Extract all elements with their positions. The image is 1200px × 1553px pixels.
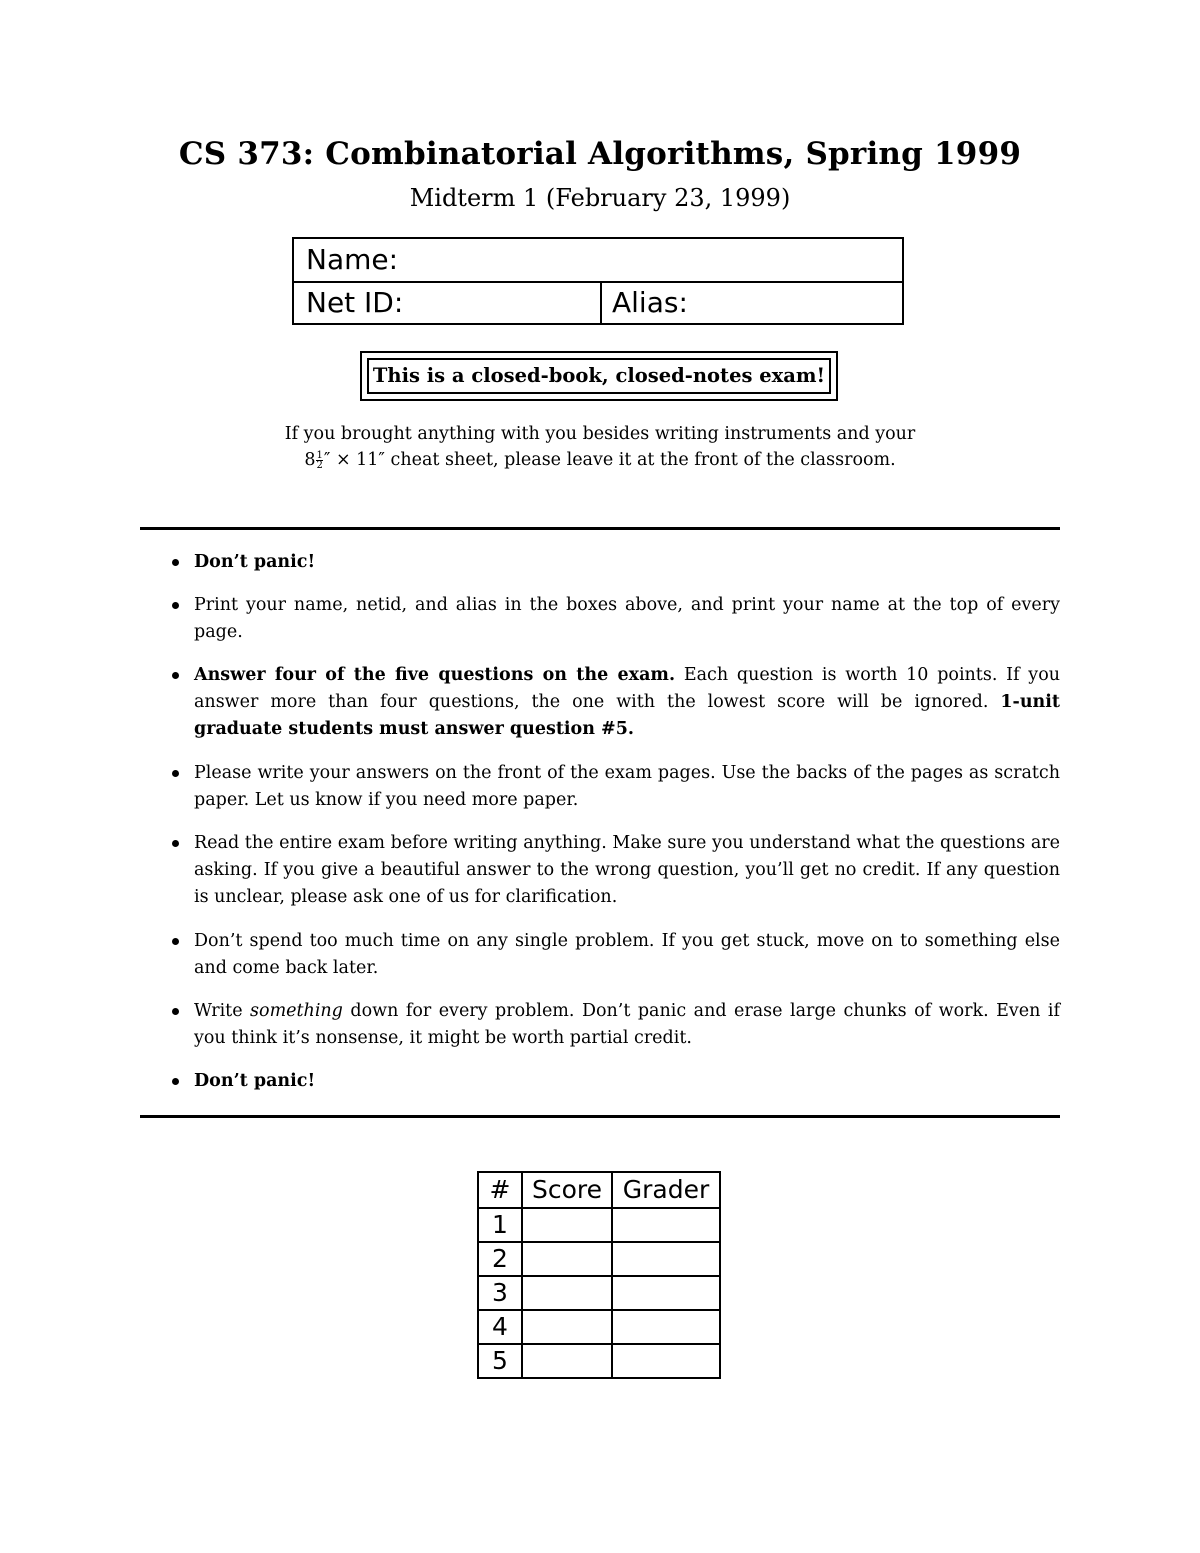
- student-id-box: [292, 237, 904, 325]
- score-cell: [522, 1276, 612, 1310]
- page-subtitle: Midterm 1 (February 23, 1999): [409, 184, 791, 212]
- header-number: #: [478, 1172, 522, 1208]
- bullet-icon: [172, 1008, 179, 1015]
- score-cell: [522, 1242, 612, 1276]
- grader-cell: [612, 1310, 720, 1344]
- instruction-line-1: If you brought anything with you besides writing instruments and your: [284, 424, 916, 444]
- bullet-text-rest: down for every problem. Don’t panic and erase large chunks of work. Even if you think it’s nonsense, it might be worth partial credit.: [194, 1001, 1060, 1048]
- name-label: Name:: [306, 243, 399, 276]
- bullet-text-bold-graduate: 1-unit graduate students must answer question #5.: [194, 692, 1060, 739]
- score-cell: [522, 1310, 612, 1344]
- bullet-read-exam: [194, 830, 1060, 911]
- bullet-icon: [172, 840, 179, 847]
- cheat-sheet-width-fraction: [316, 451, 322, 470]
- alias-label: Alias:: [612, 286, 688, 319]
- bullet-text-emphasis: something: [250, 1001, 343, 1021]
- cheat-sheet-width-whole: 8: [304, 450, 316, 470]
- bullet-icon: [172, 770, 179, 777]
- header-score: Score: [522, 1172, 612, 1208]
- bullet-icon: [172, 602, 179, 609]
- score-table: [477, 1171, 721, 1379]
- closed-book-notice: [360, 351, 838, 401]
- bullet-text: Don’t panic!: [194, 1071, 316, 1091]
- bullet-text-bold: Answer four of the five questions on the exam.: [194, 665, 676, 685]
- bullet-print-name: [194, 592, 1060, 646]
- bullet-icon: [172, 559, 179, 566]
- score-table-header: [478, 1172, 720, 1208]
- page-title: CS 373: Combinatorial Algorithms, Spring 1999: [178, 136, 1022, 172]
- bullet-dont-panic-1: [194, 549, 1060, 576]
- grader-cell: [612, 1208, 720, 1242]
- top-horizontal-rule: [140, 527, 1060, 530]
- fraction-numerator: 1: [316, 450, 323, 461]
- question-number: 3: [478, 1276, 522, 1310]
- bullet-text: Don’t spend too much time on any single problem. If you get stuck, move on to something else and come back later.: [194, 931, 1060, 978]
- table-row: [478, 1276, 720, 1310]
- bullet-icon: [172, 938, 179, 945]
- bullet-write-something: [194, 998, 1060, 1052]
- fraction-denominator: 2: [316, 460, 323, 471]
- bullet-text: Don’t panic!: [194, 552, 316, 572]
- table-row: [478, 1344, 720, 1378]
- closed-book-notice-text: This is a closed-book, closed-notes exam!: [367, 358, 831, 394]
- bullet-text: Print your name, netid, and alias in the boxes above, and print your name at the top of every page.: [194, 595, 1060, 642]
- table-row: [478, 1310, 720, 1344]
- bottom-horizontal-rule: [140, 1115, 1060, 1118]
- bullet-write-answers: [194, 760, 1060, 814]
- bullet-text: Read the entire exam before writing anything. Make sure you understand what the questions are asking. If you give a beautiful answer to the wrong question, you’ll get no credit. If any question is unclear, please ask one of us for clarification.: [194, 833, 1060, 907]
- id-box-divider: [600, 283, 602, 325]
- grader-cell: [612, 1276, 720, 1310]
- score-cell: [522, 1344, 612, 1378]
- question-number: 1: [478, 1208, 522, 1242]
- question-number: 5: [478, 1344, 522, 1378]
- question-number: 2: [478, 1242, 522, 1276]
- instruction-line-2: [0, 450, 1200, 470]
- bullet-text: Please write your answers on the front of the exam pages. Use the backs of the pages as scratch paper. Let us know if you need more paper.: [194, 763, 1060, 810]
- table-row: [478, 1208, 720, 1242]
- netid-label: Net ID:: [306, 286, 404, 319]
- score-cell: [522, 1208, 612, 1242]
- table-row: [478, 1242, 720, 1276]
- bullet-icon: [172, 1078, 179, 1085]
- question-number: 4: [478, 1310, 522, 1344]
- bullet-text: Each question is worth 10 points. If you answer more than four questions, the one with the lowest score will be ignored.: [194, 665, 1061, 712]
- bullet-text: Write: [194, 1001, 251, 1021]
- instruction-line-2-rest: ″ × 11″ cheat sheet, please leave it at the front of the classroom.: [323, 450, 896, 470]
- bullet-time: [194, 928, 1060, 982]
- grader-cell: [612, 1344, 720, 1378]
- grader-cell: [612, 1242, 720, 1276]
- bullet-icon: [172, 672, 179, 679]
- header-grader: Grader: [612, 1172, 720, 1208]
- bullet-dont-panic-2: [194, 1068, 1060, 1095]
- bullet-answer-four: [194, 662, 1060, 743]
